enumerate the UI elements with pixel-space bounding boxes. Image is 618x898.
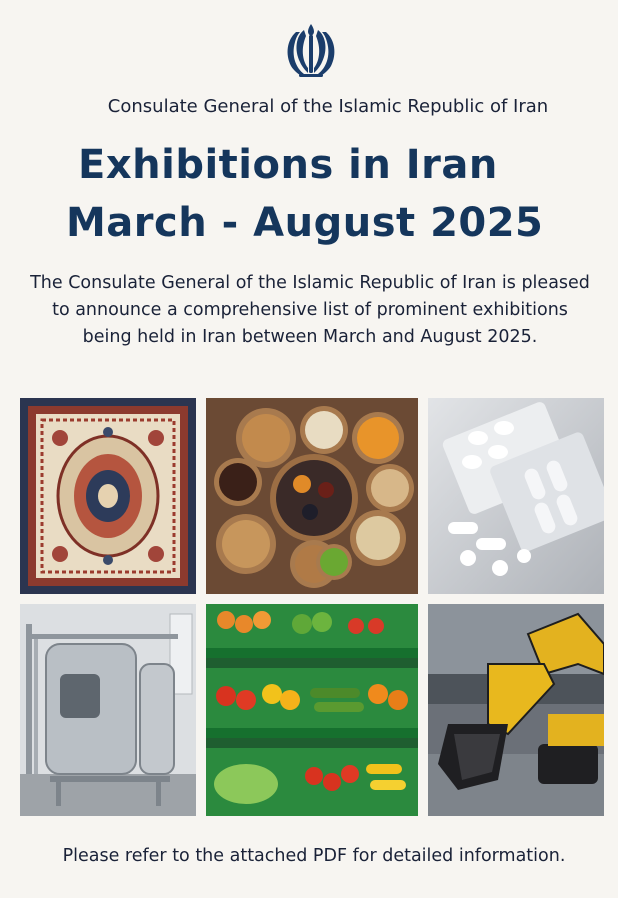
iran-emblem-icon <box>282 20 340 80</box>
vegetables-display-image <box>206 604 418 816</box>
persian-carpet-image <box>20 398 196 594</box>
intro-paragraph: The Consulate General of the Islamic Republic of Iran is pleased to announce a comprehensive list of prominent exhibitions being held in Iran between March and August 2025. <box>30 273 590 347</box>
footer-note: Please refer to the attached PDF for detailed information. <box>62 846 566 866</box>
processing-equipment-image <box>20 604 196 816</box>
dried-fruits-nuts-image <box>206 398 418 594</box>
consulate-name: Consulate General of the Islamic Republic of Iran <box>107 96 549 117</box>
page-title-line-1: Exhibitions in Iran <box>78 142 498 188</box>
excavator-machinery-image <box>428 604 604 816</box>
pharmaceutical-pills-image <box>428 398 604 594</box>
page-title-line-2: March - August 2025 <box>66 200 544 246</box>
